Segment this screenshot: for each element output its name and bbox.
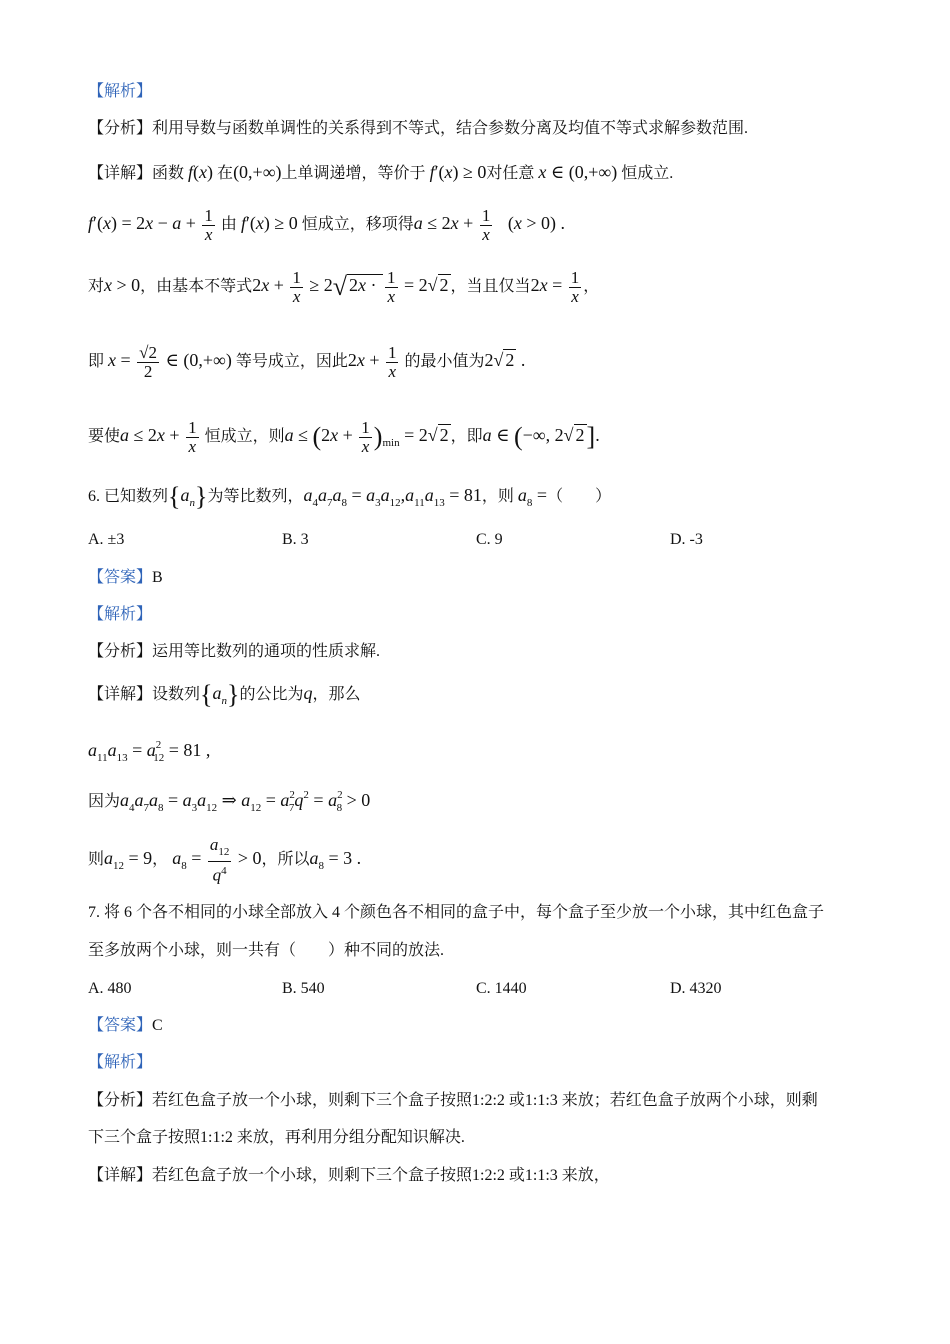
math: )$_{min} = 2√$ 2: [373, 421, 449, 451]
math: 2x =: [530, 275, 567, 295]
q5-derivative-line: [88, 202, 565, 246]
q6-detail-line2: [88, 735, 210, 768]
q6-answer: [88, 568, 163, 588]
q7-analysis-line2: 下三个盒子按照1:1:2 来放，再利用分组分配知识解决.: [88, 1129, 465, 1146]
text: 的公比为: [239, 686, 304, 703]
text: 若红色盒子放一个小球，则剩下三个盒子按照1:2:2 或1:1:3 来放；若红色盒子放两个小球，则剩: [152, 1092, 818, 1109]
text: 因为: [88, 793, 121, 810]
text: 要使: [88, 428, 121, 445]
frac: $\frac{1}{x}$: [188, 417, 197, 456]
xiangjie-tag: 【详解】: [88, 686, 153, 703]
text: ，即: [450, 428, 483, 445]
text: 对: [88, 278, 105, 295]
math: x ∈ (0,+∞): [538, 162, 618, 182]
q5-equality-line: [88, 339, 525, 383]
math: $a_8$ =: [172, 848, 206, 872]
q6-option-b: B. 3: [282, 531, 309, 548]
math: (x): [193, 162, 214, 182]
text: 则: [88, 851, 105, 868]
math: a ∈ (−∞, 2√ 2].: [482, 421, 600, 451]
q6-option-d: D. -3: [670, 531, 703, 548]
q6-detail-line3: [88, 785, 370, 818]
text: 6. 已知数列: [88, 488, 169, 505]
frac: $\frac{a_{12}}{q^4}$: [209, 835, 230, 885]
jiexi-tag: 【解析】: [88, 606, 153, 623]
text: ，所以: [261, 851, 310, 868]
q6-option-c: C. 9: [476, 531, 503, 548]
math: x > 0: [104, 275, 141, 295]
q6-analysis: [88, 642, 380, 662]
text: 即: [88, 353, 105, 370]
xiangjie-tag: 【详解】: [88, 165, 153, 182]
q7-answer-value: C: [152, 1017, 163, 1034]
q7-option-d: D. 4320: [670, 980, 722, 997]
frac: $\frac{√2}{2}$: [139, 342, 158, 381]
math: (0,+∞): [233, 162, 282, 182]
math: $a_8$ =: [517, 485, 548, 509]
math: a ≤ 2x +: [413, 213, 478, 233]
daan-tag: 【答案】: [88, 569, 153, 586]
text: 恒成立.: [621, 165, 674, 182]
text: ，当且仅当: [450, 278, 531, 295]
math: > 0: [233, 848, 262, 868]
xiangjie-tag: 【详解】: [88, 1167, 153, 1184]
q7-detail-line1: [88, 1166, 610, 1186]
math: $a_4a_7a_8 = a_3a_{12}$ ⇒ $a_{12} = a^2_7q^2 = a^2_8 > 0$: [120, 789, 371, 814]
math: $\{a_n\}$: [168, 481, 208, 511]
frac: $\frac{1}{x}$: [570, 267, 580, 306]
math-fx: f: [188, 162, 194, 182]
text: 的最小值为: [404, 353, 485, 370]
q5-detail-line1: [88, 162, 673, 184]
q5-ineq-line: 对x > 0，由基本不等式2x + $\frac{1}{x}$ ≥ 2√ 2x · $\frac{1}{x}$ = 2√ 2 ，当且仅当2x = $\frac{1}{x}$ ，: [88, 267, 600, 306]
math: q: [303, 683, 313, 703]
text: 等号成立，因此: [235, 353, 348, 370]
math: ∈ (0,+∞): [161, 350, 232, 370]
fenxi-tag: 【分析】: [88, 643, 153, 660]
math: = 2√ 2: [399, 275, 449, 295]
text: ，那么: [312, 686, 361, 703]
math: $a_4a_7a_8 = a_3a_{12},a_{11}a_{13} = 81$: [303, 485, 482, 509]
math: (x > 0) .: [494, 213, 565, 233]
math: a ≤ (2x +: [284, 421, 358, 451]
text: ，则: [481, 488, 514, 505]
math: f′(x) = 2x − a +: [88, 213, 201, 233]
jiexi-tag: 【解析】: [88, 1054, 153, 1071]
text: ，由基本不等式: [140, 278, 253, 295]
text: 由: [220, 216, 237, 233]
frac: $\frac{1}{x}$: [361, 417, 370, 456]
math: $a_{11}a_{13} = a^2_{12} = 81$ ,: [88, 739, 211, 764]
q5-analysis-line: [88, 119, 748, 139]
q7-option-a: A. 480: [88, 980, 132, 997]
text: 对任意: [486, 165, 535, 182]
text: 上单调递增，等价于: [281, 165, 426, 182]
q7-analysis-line1: [88, 1091, 818, 1111]
text: 在: [217, 165, 234, 182]
daan-tag: 【答案】: [88, 1017, 153, 1034]
text: 设数列: [152, 686, 201, 703]
text: 若红色盒子放一个小球，则剩下三个盒子按照1:2:2 或1:1:3 来放，: [152, 1167, 610, 1184]
q6-jiexi: [88, 605, 152, 625]
q7-jiexi: [88, 1053, 152, 1073]
q5-analysis-text: 利用导数与函数单调性的关系得到不等式，结合参数分离及均值不等式求解参数范围.: [152, 120, 749, 137]
q6-answer-value: B: [152, 569, 163, 586]
q6-detail-line4: 则$a_{12} = 9$， $a_8$ = $\frac{a_{12}}{q^4}$ > 0，所以$a_8 = 3$ .: [88, 835, 362, 885]
math: $a_{12} = 9$: [104, 848, 153, 872]
math: x =: [108, 350, 136, 370]
text: 运用等比数列的通项的性质求解.: [152, 643, 381, 660]
text: 恒成立，则: [204, 428, 285, 445]
text: 为等比数列，: [207, 488, 304, 505]
text: 恒成立，移项得: [301, 216, 414, 233]
q7-option-b: B. 540: [282, 980, 325, 997]
frac: $\frac{1}{x}$: [292, 267, 301, 306]
math: 2x +: [347, 350, 384, 370]
q7-stem-line1: 7. 将 6 个各不相同的小球全部放入 4 个颜色各不相同的盒子中，每个盒子至少放一个小球，其中红色盒子: [88, 904, 825, 921]
math: ≥ 2√ 2x ·: [304, 271, 382, 301]
math: $a_8 = 3$ .: [309, 848, 362, 872]
math: 2√ 2 .: [484, 350, 526, 370]
frac: $\frac{1}{x}$: [481, 205, 491, 244]
math: f′(x) ≥ 0: [240, 213, 298, 233]
analysis-heading: [88, 82, 152, 102]
q6-stem: [88, 481, 612, 513]
frac: $\frac{1}{x}$: [387, 342, 397, 381]
text: 函数: [152, 165, 185, 182]
frac: $\frac{1}{x}$: [204, 205, 213, 244]
frac: $\frac{1}{x}$: [387, 267, 396, 306]
math: 2x +: [252, 275, 289, 295]
fenxi-tag: 【分析】: [88, 120, 153, 137]
text: （ ）: [547, 488, 612, 505]
q7-option-c: C. 1440: [476, 980, 527, 997]
fenxi-tag: 【分析】: [88, 1092, 153, 1109]
q7-stem-line2: 至多放两个小球，则一共有（ ）种不同的放法.: [88, 942, 445, 959]
q7-answer: [88, 1016, 163, 1036]
q5-conclusion-line: [88, 414, 600, 464]
math: f′(x) ≥ 0: [429, 162, 487, 182]
math: a ≤ 2x +: [120, 425, 185, 445]
q6-option-a: A. ±3: [88, 531, 125, 548]
q6-detail-line1: [88, 679, 361, 711]
jiexi-tag: 【解析】: [88, 83, 153, 100]
math: $\{a_n\}$: [200, 679, 240, 709]
